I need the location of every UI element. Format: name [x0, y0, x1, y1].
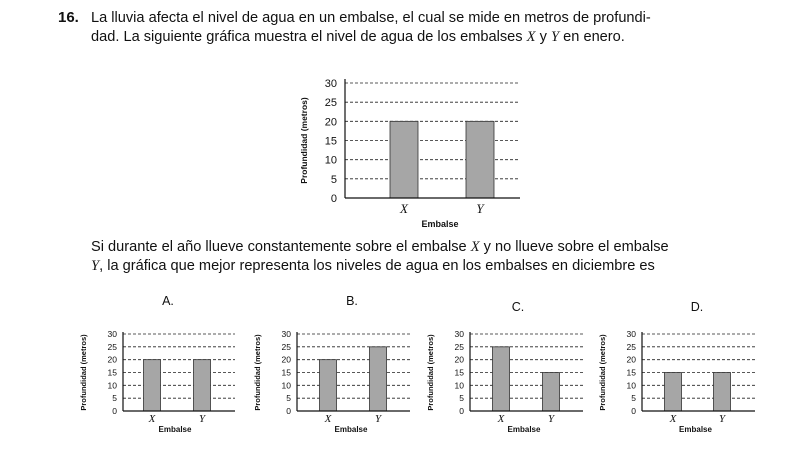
- var-y: Y: [550, 29, 560, 45]
- y-axis-label: Profundidad (metros): [299, 97, 309, 184]
- x-tick-label: Y: [718, 413, 726, 425]
- question-line-2: dad. La siguiente gráfica muestra el nivel de agua de los embalses X y Y en enero.: [91, 29, 625, 45]
- y-tick-label: 5: [631, 393, 636, 404]
- x-tick-label: X: [669, 413, 677, 425]
- x-axis-label: Embalse: [334, 425, 368, 434]
- chart-option-d: [598, 300, 755, 434]
- y-tick-label: 25: [281, 341, 291, 352]
- x-tick-label: Y: [198, 413, 206, 425]
- y-tick-label: 20: [107, 354, 117, 365]
- y-tick-label: 5: [112, 393, 117, 404]
- option-label: C.: [511, 300, 525, 314]
- var-x: X: [526, 29, 536, 45]
- bar-y: [714, 373, 731, 412]
- bar-y: [466, 121, 494, 198]
- x-tick-label: Y: [547, 413, 555, 425]
- x-tick-label: X: [497, 413, 505, 425]
- x-tick-label: X: [148, 413, 156, 425]
- y-axis-label: Profundidad (metros): [426, 334, 435, 411]
- option-label: A.: [162, 294, 174, 308]
- bar-x: [320, 360, 337, 411]
- y-tick-label: 30: [107, 329, 117, 339]
- y-axis-label: Profundidad (metros): [79, 334, 88, 411]
- option-label: B.: [346, 294, 358, 308]
- chart-main: [299, 78, 520, 229]
- y-tick-label: 0: [112, 406, 117, 416]
- bar-x: [493, 347, 510, 411]
- y-tick-label: 30: [626, 329, 636, 339]
- y-tick-label: 20: [454, 354, 464, 365]
- y-tick-label: 30: [454, 329, 464, 339]
- y-tick-label: 25: [454, 341, 464, 352]
- y-axis-label: Profundidad (metros): [598, 334, 607, 411]
- chart-option-b: [253, 294, 410, 434]
- y-tick-label: 5: [459, 393, 464, 404]
- x-tick-label: X: [400, 201, 408, 216]
- y-tick-label: 0: [286, 406, 291, 416]
- y-tick-label: 5: [330, 173, 337, 186]
- y-tick-label: 20: [626, 354, 636, 365]
- bar-x: [665, 373, 682, 412]
- question-number: 16.: [58, 9, 79, 26]
- chart-option-a: [79, 294, 235, 434]
- y-tick-label: 0: [459, 406, 464, 416]
- y-tick-label: 25: [107, 341, 117, 352]
- y-tick-label: 10: [324, 154, 337, 167]
- y-tick-label: 15: [626, 367, 636, 378]
- question-line-1: La lluvia afecta el nivel de agua en un embalse, el cual se mide en metros de profundi-: [91, 10, 651, 26]
- y-tick-label: 15: [324, 135, 337, 148]
- chart-option-c: [426, 300, 583, 434]
- x-tick-label: Y: [374, 413, 382, 425]
- y-tick-label: 20: [281, 354, 291, 365]
- x-axis-label: Embalse: [421, 219, 459, 229]
- y-tick-label: 15: [281, 367, 291, 378]
- option-label: D.: [690, 300, 704, 314]
- bar-x: [144, 360, 161, 411]
- y-tick-label: 30: [324, 78, 337, 90]
- y-axis-label: Profundidad (metros): [253, 334, 262, 411]
- x-tick-label: X: [324, 413, 332, 425]
- follow-up-line-2: Y, la gráfica que mejor representa los niveles de agua en los embalses en diciembre es: [91, 258, 655, 274]
- bar-x: [390, 121, 418, 198]
- y-tick-label: 10: [281, 380, 291, 391]
- bar-y: [370, 347, 387, 411]
- y-tick-label: 30: [281, 329, 291, 339]
- y-tick-label: 15: [107, 367, 117, 378]
- y-tick-label: 25: [324, 97, 337, 110]
- y-tick-label: 10: [107, 380, 117, 391]
- x-axis-label: Embalse: [507, 425, 541, 434]
- y-tick-label: 0: [330, 193, 337, 205]
- x-tick-label: Y: [476, 201, 484, 216]
- y-tick-label: 10: [454, 380, 464, 391]
- y-tick-label: 5: [286, 393, 291, 404]
- y-tick-label: 20: [324, 116, 337, 129]
- follow-up-line-1: Si durante el año llueve constantemente sobre el embalse X y no llueve sobre el embalse: [91, 239, 669, 255]
- x-axis-label: Embalse: [158, 425, 192, 434]
- bar-y: [543, 373, 560, 412]
- y-tick-label: 10: [626, 380, 636, 391]
- follow-up-text: [91, 238, 781, 276]
- y-tick-label: 0: [631, 406, 636, 416]
- y-tick-label: 15: [454, 367, 464, 378]
- x-axis-label: Embalse: [679, 425, 712, 434]
- bar-y: [194, 360, 211, 411]
- y-tick-label: 25: [626, 341, 636, 352]
